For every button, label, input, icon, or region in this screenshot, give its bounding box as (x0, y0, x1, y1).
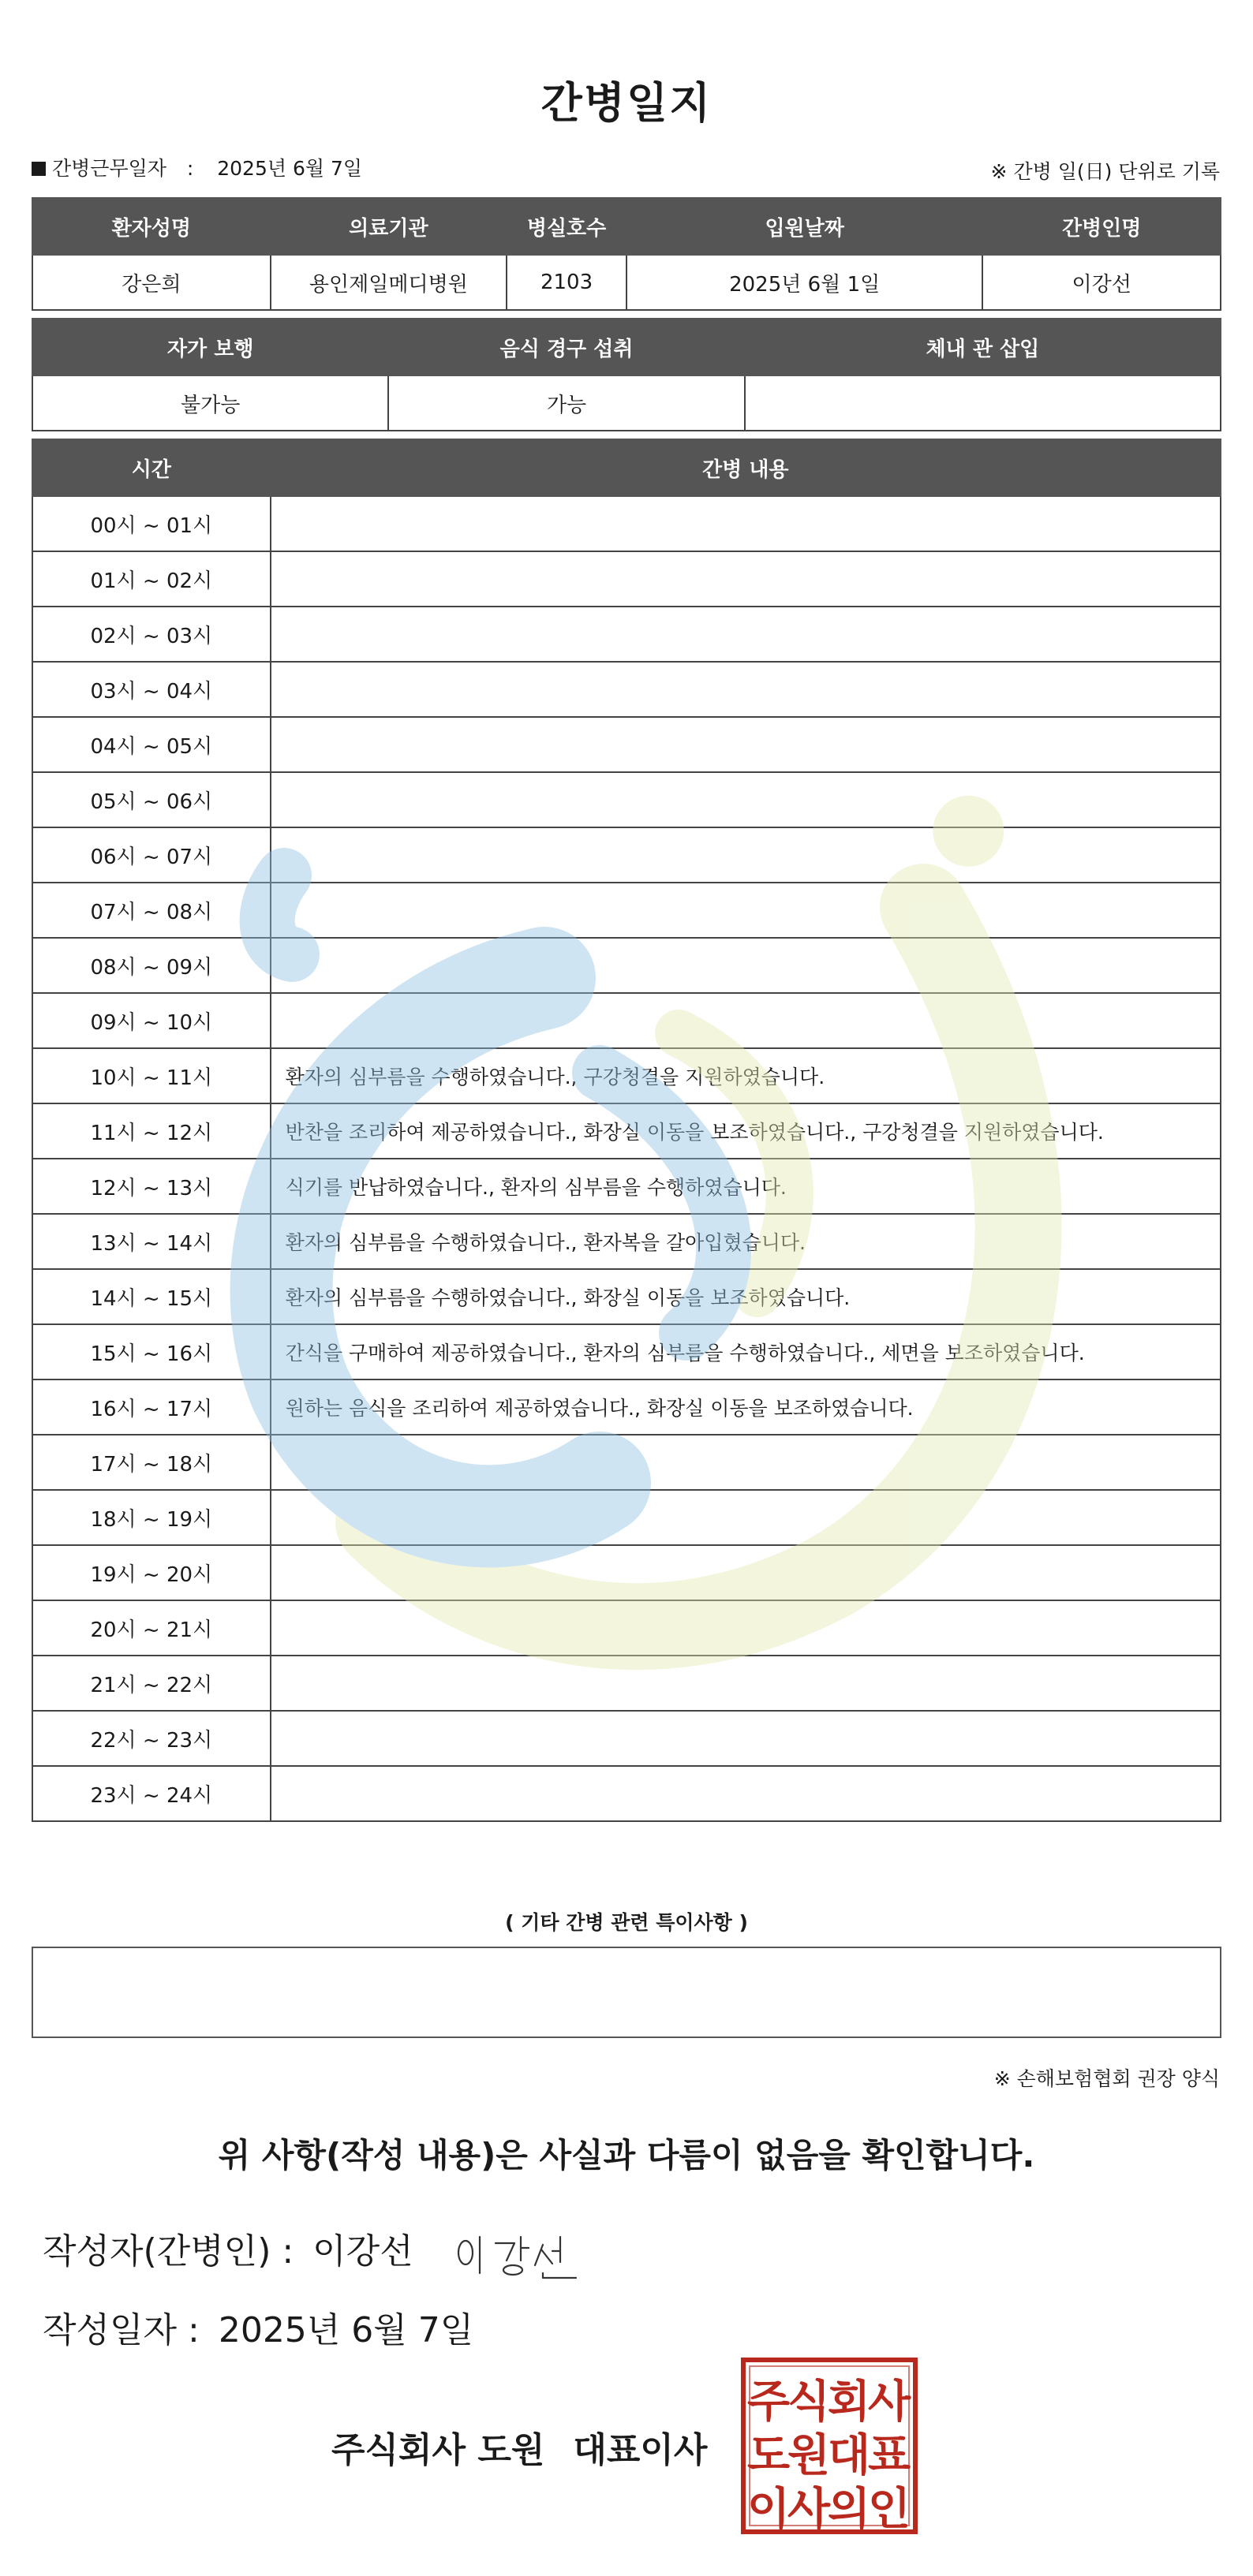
time-cell: 09시 ~ 10시 (32, 993, 271, 1048)
confirm-statement: 위 사항(작성 내용)은 사실과 다름이 없음을 확인합니다. (218, 2136, 1035, 2175)
write-date-line (43, 2302, 473, 2352)
care-content-cell (271, 1766, 1221, 1821)
work-date-value: 2025년 6월 7일 (217, 157, 363, 180)
remarks-title: ( 기타 간병 관련 특이사항 ) (505, 1911, 748, 1934)
care-content-cell (271, 1656, 1221, 1711)
seal-character: 이 (746, 2484, 791, 2535)
header-patient-name: 환자성명 (32, 198, 271, 255)
seal-character: 원 (787, 2430, 831, 2481)
time-cell: 13시 ~ 14시 (32, 1214, 271, 1269)
admission-date-cell: 2025년 6월 1일 (626, 255, 982, 310)
header-room-number: 병실호수 (507, 198, 626, 255)
table-row (32, 938, 1221, 993)
table-row (32, 551, 1221, 607)
header-hospital: 의료기관 (271, 198, 507, 255)
room-number-cell: 2103 (507, 255, 626, 310)
unit-note: ※ 간병 일(日) 단위로 기록 (990, 160, 1220, 183)
page-title: 간병일지 (540, 78, 713, 128)
seal-character: 도 (746, 2430, 791, 2481)
time-cell: 12시 ~ 13시 (32, 1159, 271, 1214)
care-content-cell: 환자의 심부름을 수행하였습니다., 구강청결을 지원하였습니다. (271, 1048, 1221, 1103)
care-content-cell (271, 1490, 1221, 1545)
time-cell: 15시 ~ 16시 (32, 1324, 271, 1379)
time-cell: 05시 ~ 06시 (32, 772, 271, 827)
table-row (32, 662, 1221, 717)
seal-character: 대 (827, 2430, 871, 2481)
write-date-value: 2025년 6월 7일 (218, 2310, 474, 2350)
company-line (331, 2421, 707, 2472)
table-row (32, 1379, 1221, 1435)
recommend-note: ※ 손해보험협회 권장 양식 (993, 2067, 1220, 2090)
table-row (32, 1545, 1221, 1600)
company-name: 주식회사 도원 (331, 2430, 545, 2470)
writer-label: 작성자(간병인) : (43, 2231, 294, 2272)
oral-intake-cell: 가능 (388, 375, 744, 431)
patient-name-cell: 강은희 (32, 255, 271, 310)
care-content-cell (271, 1545, 1221, 1600)
table-row (32, 717, 1221, 772)
care-log-table (32, 439, 1221, 1822)
company-representative: 대표이사 (573, 2430, 708, 2470)
care-content-cell (271, 717, 1221, 772)
table-row (32, 1490, 1221, 1545)
seal-character: 사 (867, 2376, 911, 2428)
write-date-label: 작성일자 : (43, 2310, 200, 2350)
seal-character: 사 (787, 2484, 831, 2535)
time-cell: 18시 ~ 19시 (32, 1490, 271, 1545)
care-content-cell (271, 938, 1221, 993)
time-cell: 20시 ~ 21시 (32, 1600, 271, 1656)
time-cell: 08시 ~ 09시 (32, 938, 271, 993)
table-row (32, 1159, 1221, 1214)
time-cell: 11시 ~ 12시 (32, 1103, 271, 1159)
table-row (32, 993, 1221, 1048)
header-caregiver-name: 간병인명 (982, 198, 1221, 255)
time-cell: 10시 ~ 11시 (32, 1048, 271, 1103)
tube-insertion-cell (745, 375, 1221, 431)
care-content-cell: 간식을 구매하여 제공하였습니다., 환자의 심부름을 수행하였습니다., 세면을 보조하였습니다. (271, 1324, 1221, 1379)
care-content-cell (271, 551, 1221, 607)
care-content-cell: 식기를 반납하였습니다., 환자의 심부름을 수행하였습니다. (271, 1159, 1221, 1214)
table-row (32, 1435, 1221, 1490)
time-cell: 03시 ~ 04시 (32, 662, 271, 717)
writer-line (43, 2223, 413, 2273)
care-content-cell (271, 1435, 1221, 1490)
table-row (32, 1711, 1221, 1766)
table-row (32, 1766, 1221, 1821)
table-row (32, 1048, 1221, 1103)
header-time: 시간 (32, 439, 271, 496)
table-row (32, 607, 1221, 662)
table-row (32, 1656, 1221, 1711)
table-row (32, 1269, 1221, 1324)
care-content-cell: 반찬을 조리하여 제공하였습니다., 화장실 이동을 보조하였습니다., 구강청결을 지원하였습니다. (271, 1103, 1221, 1159)
patient-status-table (32, 318, 1221, 431)
table-row (32, 883, 1221, 938)
header-care-content: 간병 내용 (271, 439, 1221, 496)
table-row (32, 1324, 1221, 1379)
remarks-box (32, 1947, 1221, 2038)
care-content-cell (271, 827, 1221, 883)
care-content-cell: 원하는 음식을 조리하여 제공하였습니다., 화장실 이동을 보조하였습니다. (271, 1379, 1221, 1435)
time-cell: 17시 ~ 18시 (32, 1435, 271, 1490)
header-oral-intake: 음식 경구 섭취 (388, 319, 744, 375)
care-content-cell (271, 662, 1221, 717)
seal-character: 주 (746, 2376, 791, 2428)
care-content-cell (271, 607, 1221, 662)
time-cell: 23시 ~ 24시 (32, 1766, 271, 1821)
time-cell: 19시 ~ 20시 (32, 1545, 271, 1600)
care-content-cell (271, 993, 1221, 1048)
caregiver-name-cell: 이강선 (982, 255, 1221, 310)
company-seal-stamp (740, 2357, 918, 2535)
time-cell: 22시 ~ 23시 (32, 1711, 271, 1766)
care-content-cell: 환자의 심부름을 수행하였습니다., 환자복을 갈아입혔습니다. (271, 1214, 1221, 1269)
table-row (32, 772, 1221, 827)
seal-character: 회 (827, 2376, 871, 2428)
header-admission-date: 입원날짜 (626, 198, 982, 255)
time-cell: 06시 ~ 07시 (32, 827, 271, 883)
work-date-label: 간병근무일자 (52, 157, 166, 180)
table-row (32, 496, 1221, 551)
work-date-separator: : (186, 157, 194, 180)
hospital-cell: 용인제일메디병원 (271, 255, 507, 310)
writer-name: 이강선 (312, 2231, 413, 2272)
seal-character: 식 (787, 2376, 831, 2428)
table-row (32, 1600, 1221, 1656)
care-content-cell (271, 1711, 1221, 1766)
table-row (32, 1214, 1221, 1269)
seal-character: 의 (827, 2484, 871, 2535)
care-content-cell (271, 1600, 1221, 1656)
work-date-line (32, 153, 362, 181)
patient-info-table (32, 197, 1221, 311)
square-bullet-icon (32, 162, 46, 176)
self-walking-cell: 불가능 (32, 375, 388, 431)
time-cell: 14시 ~ 15시 (32, 1269, 271, 1324)
care-content-cell (271, 772, 1221, 827)
time-cell: 00시 ~ 01시 (32, 496, 271, 551)
care-content-cell (271, 496, 1221, 551)
time-cell: 16시 ~ 17시 (32, 1379, 271, 1435)
header-tube-insertion: 체내 관 삽입 (745, 319, 1221, 375)
time-cell: 01시 ~ 02시 (32, 551, 271, 607)
time-cell: 07시 ~ 08시 (32, 883, 271, 938)
handwritten-signature (450, 2226, 600, 2281)
header-self-walking: 자가 보행 (32, 319, 388, 375)
seal-character: 인 (867, 2484, 911, 2535)
time-cell: 02시 ~ 03시 (32, 607, 271, 662)
table-row (32, 827, 1221, 883)
care-content-cell: 환자의 심부름을 수행하였습니다., 화장실 이동을 보조하였습니다. (271, 1269, 1221, 1324)
time-cell: 21시 ~ 22시 (32, 1656, 271, 1711)
table-row (32, 1103, 1221, 1159)
time-cell: 04시 ~ 05시 (32, 717, 271, 772)
care-content-cell (271, 883, 1221, 938)
seal-character: 표 (867, 2430, 911, 2481)
